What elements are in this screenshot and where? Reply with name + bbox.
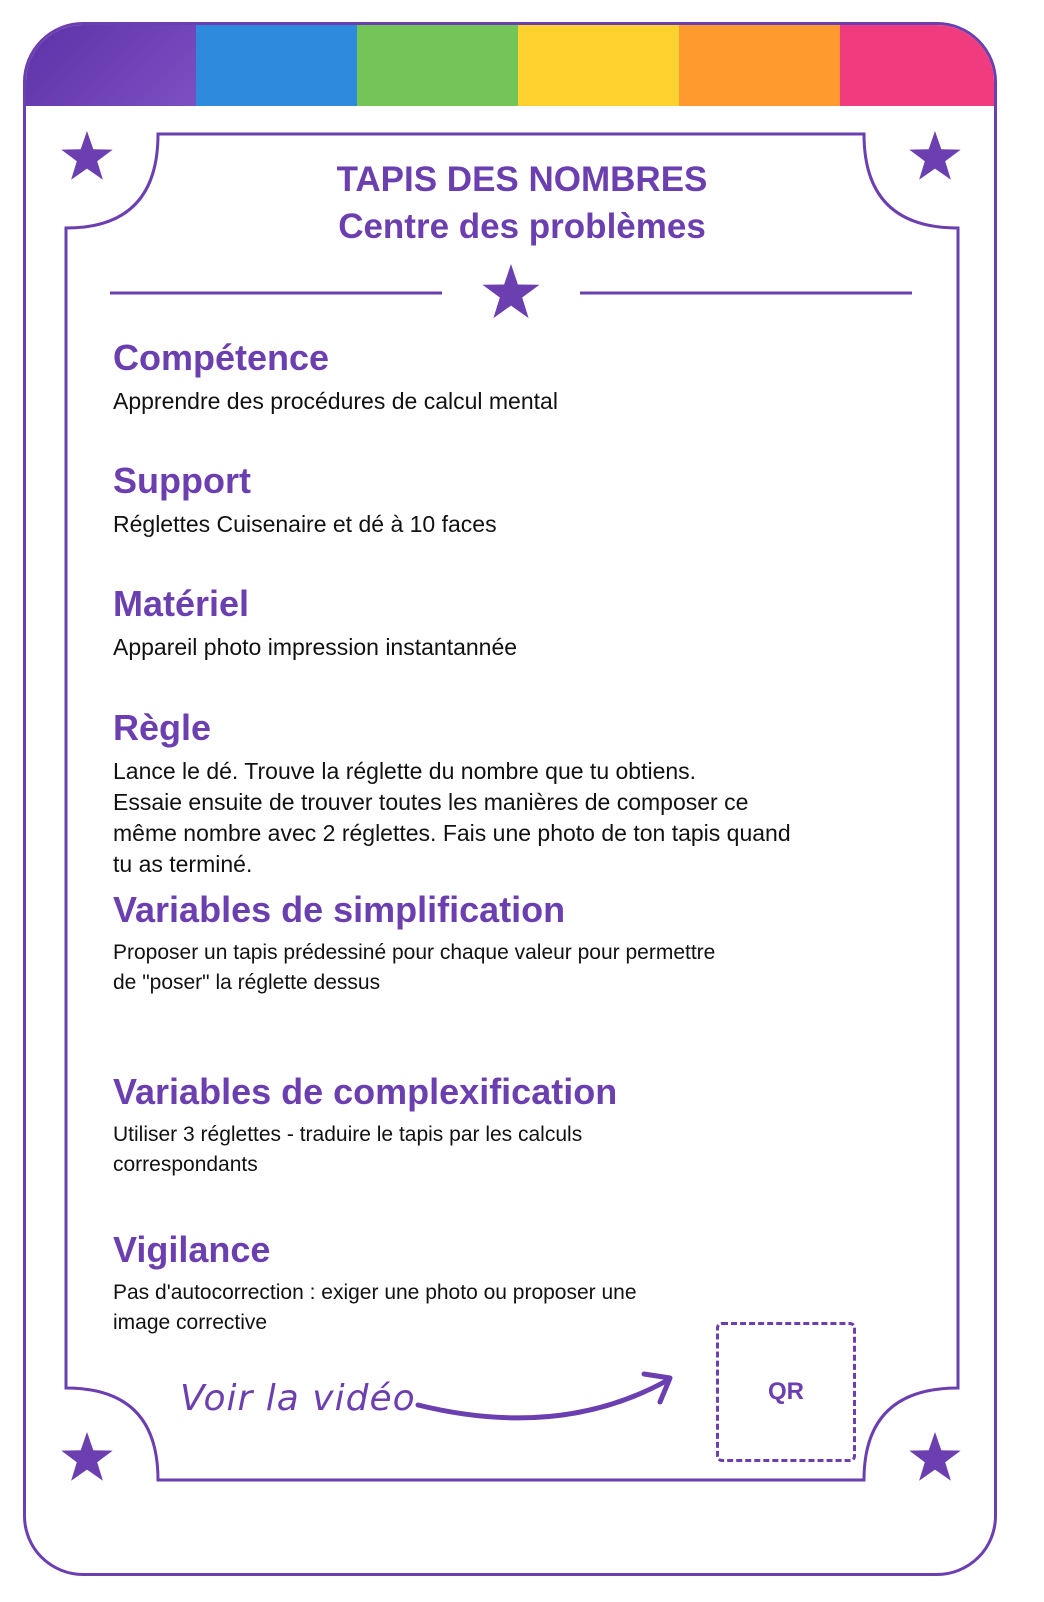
section-body [113, 632, 873, 663]
section-body [113, 938, 873, 998]
section-materiel [113, 584, 873, 663]
body-line: Appareil photo impression instantannée [113, 634, 518, 660]
section-heading: Matériel [113, 583, 250, 624]
section-regle [113, 708, 873, 880]
section-competence [113, 338, 873, 417]
arrow-icon [418, 1380, 668, 1418]
body-line: tu as terminé. [113, 851, 253, 877]
section-heading: Variables de simplification [113, 889, 566, 930]
body-line: Apprendre des procédures de calcul mental [113, 388, 558, 414]
section-body [113, 386, 873, 417]
body-line: Utiliser 3 réglettes - traduire le tapis par les calculs [113, 1123, 583, 1146]
center-star-icon [483, 264, 540, 318]
body-line: de "poser" la réglette dessus [113, 971, 381, 994]
body-line: correspondants [113, 1153, 258, 1176]
body-line: Réglettes Cuisenaire et dé à 10 faces [113, 511, 497, 537]
section-support [113, 461, 873, 540]
qr-label: QR [768, 1378, 804, 1405]
title-line-1: TAPIS DES NOMBRES [336, 160, 708, 199]
body-line: Proposer un tapis prédessiné pour chaque valeur pour permettre [113, 941, 716, 964]
corner-star-bottom-right-icon [909, 1432, 960, 1481]
body-line: Lance le dé. Trouve la réglette du nombre que tu obtiens. [113, 758, 697, 784]
section-heading: Compétence [113, 337, 330, 378]
corner-star-bottom-left-icon [61, 1432, 112, 1481]
body-line: Pas d'autocorrection : exiger une photo ou proposer une [113, 1281, 637, 1304]
section-variables-complexification [113, 1072, 873, 1180]
section-heading: Variables de complexification [113, 1071, 618, 1112]
body-line: image corrective [113, 1311, 268, 1334]
body-line: même nombre avec 2 réglettes. Fais une photo de ton tapis quand [113, 820, 791, 846]
section-body [113, 756, 873, 880]
section-body [113, 1120, 873, 1180]
section-body [113, 509, 873, 540]
section-heading: Règle [113, 707, 212, 748]
section-heading: Support [113, 460, 251, 501]
body-line: Essaie ensuite de trouver toutes les manières de composer ce [113, 789, 749, 815]
video-link[interactable]: Voir la vidéo [180, 1378, 416, 1419]
title-line-2: Centre des problèmes [338, 207, 706, 246]
qr-code-placeholder[interactable] [716, 1322, 856, 1462]
section-variables-simplification [113, 890, 873, 998]
section-heading: Vigilance [113, 1229, 271, 1270]
